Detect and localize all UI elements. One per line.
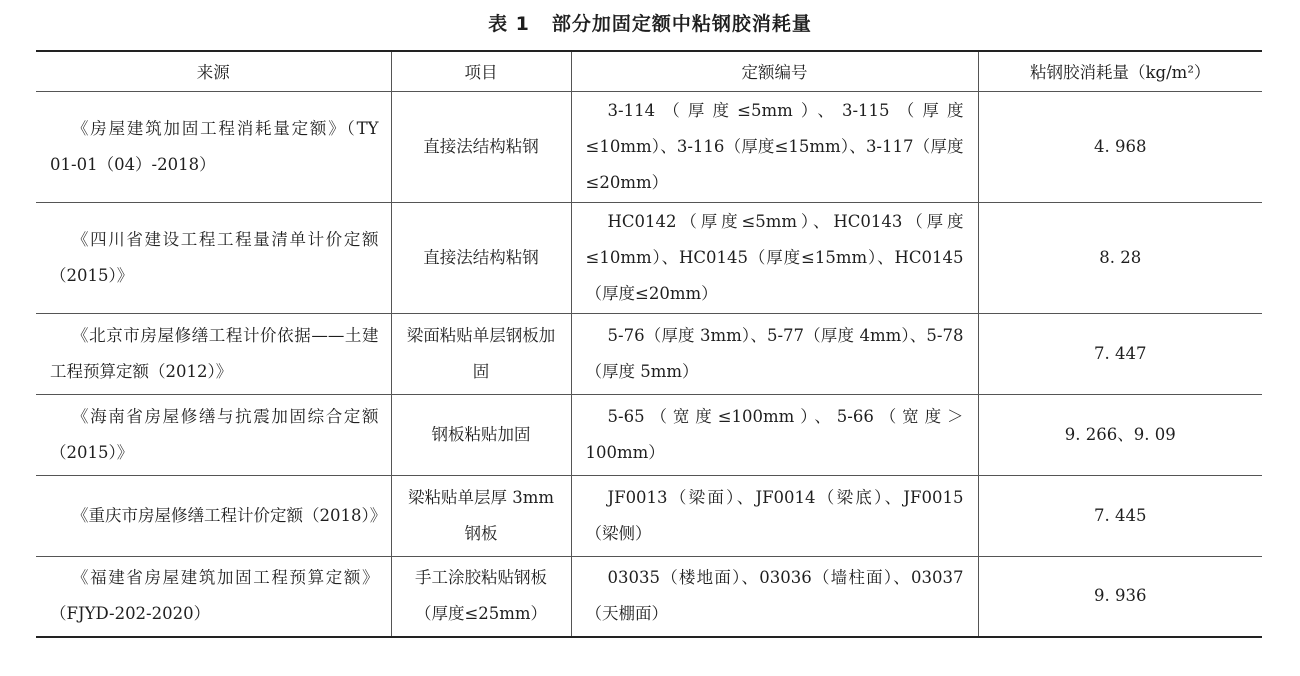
row-value: 7. 447 — [978, 313, 1262, 394]
row-source: 《四川省建设工程工程量清单计价定额（2015）》 — [36, 202, 391, 313]
row-code: 5-65（宽度≤100mm）、5-66（宽度＞100mm） — [571, 394, 978, 475]
table-row — [36, 556, 1262, 637]
row-item: 手工涂胶粘贴钢板（厚度≤25mm） — [391, 556, 571, 637]
row-source: 《海南省房屋修缮与抗震加固综合定额（2015）》 — [36, 394, 391, 475]
row-item: 梁粘贴单层厚 3mm 钢板 — [391, 475, 571, 556]
table-title: 部分加固定额中粘钢胶消耗量 — [551, 13, 812, 35]
consumption-table — [36, 50, 1262, 638]
table-row — [36, 475, 1262, 556]
row-code: JF0013（梁面）、JF0014（梁底）、JF0015（梁侧） — [571, 475, 978, 556]
header-item: 项目 — [391, 51, 571, 91]
row-value: 9. 266、9. 09 — [978, 394, 1262, 475]
row-source: 《北京市房屋修缮工程计价依据——土建工程预算定额（2012）》 — [36, 313, 391, 394]
row-value: 4. 968 — [978, 91, 1262, 202]
row-source: 《福建省房屋建筑加固工程预算定额》（FJYD-202-2020） — [36, 556, 391, 637]
row-value: 8. 28 — [978, 202, 1262, 313]
row-item: 梁面粘贴单层钢板加固 — [391, 313, 571, 394]
table-row — [36, 394, 1262, 475]
row-code: 03035（楼地面）、03036（墙柱面）、03037（天棚面） — [571, 556, 978, 637]
row-source: 《重庆市房屋修缮工程计价定额（2018）》 — [36, 475, 391, 556]
table-caption — [0, 9, 1300, 36]
row-item: 直接法结构粘钢 — [391, 91, 571, 202]
row-source: 《房屋建筑加固工程消耗量定额》（TY 01-01（04）-2018） — [36, 91, 391, 202]
table-row — [36, 202, 1262, 313]
header-consumption: 粘钢胶消耗量（kg/m²） — [978, 51, 1262, 91]
header-source: 来源 — [36, 51, 391, 91]
row-item: 钢板粘贴加固 — [391, 394, 571, 475]
header-code: 定额编号 — [571, 51, 978, 91]
row-code: 3-114（厚度≤5mm）、3-115（厚度≤10mm）、3-116（厚度≤15mm）、3-117（厚度≤20mm） — [571, 91, 978, 202]
header-row — [36, 51, 1262, 91]
table-row — [36, 313, 1262, 394]
row-item: 直接法结构粘钢 — [391, 202, 571, 313]
row-code: 5-76（厚度 3mm）、5-77（厚度 4mm）、5-78（厚度 5mm） — [571, 313, 978, 394]
row-value: 7. 445 — [978, 475, 1262, 556]
table-row — [36, 91, 1262, 202]
row-value: 9. 936 — [978, 556, 1262, 637]
row-code: HC0142（厚度≤5mm）、HC0143（厚度≤10mm）、HC0145（厚度≤15mm）、HC0145（厚度≤20mm） — [571, 202, 978, 313]
table-number: 表 1 — [488, 13, 530, 35]
